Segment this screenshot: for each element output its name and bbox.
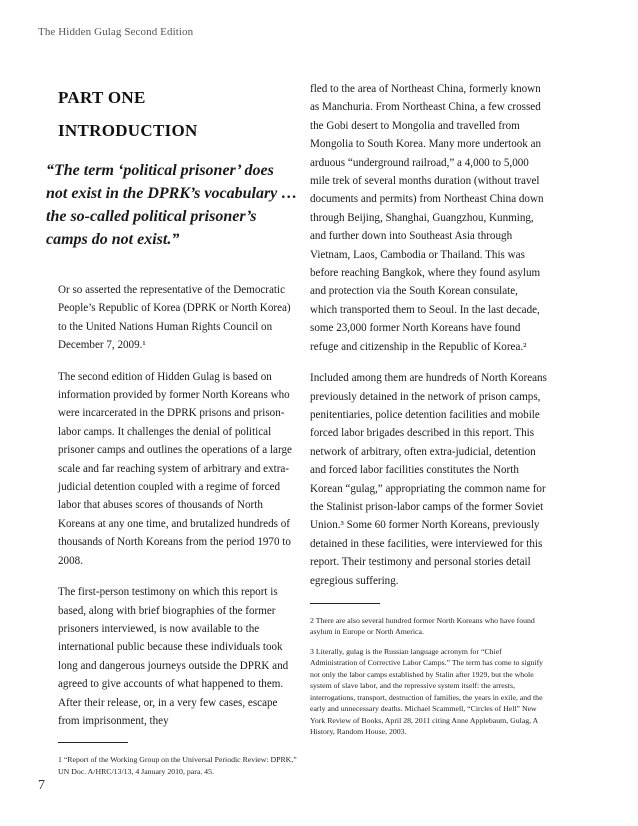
section-title: INTRODUCTION bbox=[58, 121, 198, 140]
footnote-2: 2 There are also several hundred former North Koreans who have found asylum in Europe or North America. bbox=[310, 615, 535, 637]
body-paragraph: Included among them are hundreds of North Koreans previously detained in the network of prison camps, penitentiaries, police detention facilities and mobile forced labor brigades described in this report. This network of arbitrary, often extra-judicial, detention and forced labor facilities constitutes the North Korean “gulag,” appropriating the common name for the Stalinist prison-labor camps of the former Soviet Union.³ Some 60 former North Koreans, previously detained in these facilities, were interviewed for this report. Their testimony and personal stories detail egregious suffering. bbox=[310, 372, 547, 587]
footnote-1: 1 “Report of the Working Group on the Universal Periodic Review: DPRK,” UN Doc. A/HRC/13/13, 4 January 2010, para. 45. bbox=[58, 755, 297, 776]
running-header: The Hidden Gulag Second Edition bbox=[38, 26, 194, 38]
opening-quote: “The term ‘political prisoner’ does not exist in the DPRK’s vocabulary … the so-called political prisoner’s camps do not exist.” bbox=[46, 162, 298, 248]
body-paragraph: fled to the area of Northeast China, formerly known as Manchuria. From Northeast China, a few crossed the Gobi desert to Mongolia and travelled from Mongolia to South Korea. Many more undertook an arduous “underground railroad,” a 4,000 to 5,000 mile trek of several months duration (without travel documents and permits) from Northeast China down through Beijing, Shanghai, Guangzhou, Kunming, and further down into Southeast Asia through Vietnam, Laos, Cambodia or Thailand. This was before reaching Bangkok, where they found asylum and protection via the South Korean consulate, which transported them to Seoul. In the last decade, some 23,000 former North Koreans have found refuge and citizenship in the Republic of Korea.² bbox=[310, 83, 544, 353]
body-paragraph: Or so asserted the representative of the Democratic People’s Republic of Korea (DPRK or North Korea) to the United Nations Human Rights Council on December 7, 2009.¹ bbox=[58, 284, 291, 352]
footnote-3: 3 Literally, gulag is the Russian language acronym for “Chief Administration of Corrective Labor Camps.” The term has come to signify not only the labor camps established by Stalin after 1929, but the whole system of slave labor, and the repressive system itself: the arrests, interrogations, transport, destruction of families, the years in exile, and the early and unnecessary deaths. Michael Scammell, “Circles of Hell” New York Review of Books, April 28, 2011 citing Anne Applebaum, Gulag, A History, Random House, 2003. bbox=[310, 646, 544, 737]
footnote-divider bbox=[310, 603, 380, 604]
footnote-divider bbox=[58, 742, 128, 743]
left-column bbox=[46, 86, 298, 777]
part-label: PART ONE bbox=[58, 88, 146, 107]
page-number: 7 bbox=[38, 778, 45, 793]
body-paragraph: The first-person testimony on which this report is based, along with brief biographies of the former prisoners interviewed, is now available to the international public because these individuals took long and dangerous journeys outside the DPRK and agreed to give accounts of what happened to them. After their release, or, in a very few cases, escape from imprisonment, they bbox=[58, 586, 289, 727]
body-paragraph: The second edition of Hidden Gulag is based on information provided by former North Koreans who were incarcerated in the DPRK prisons and prison-labor camps. It challenges the denial of political prisoner camps and outlines the operations of a large scale and far reaching system of arbitrary and extra-judicial detention coupled with a regime of forced labor that abuses scores of thousands of North Koreans at any one time, and brutalized hundreds of thousands of North Koreans from the period 1970 to 2008. bbox=[58, 370, 292, 567]
right-column bbox=[310, 83, 547, 738]
